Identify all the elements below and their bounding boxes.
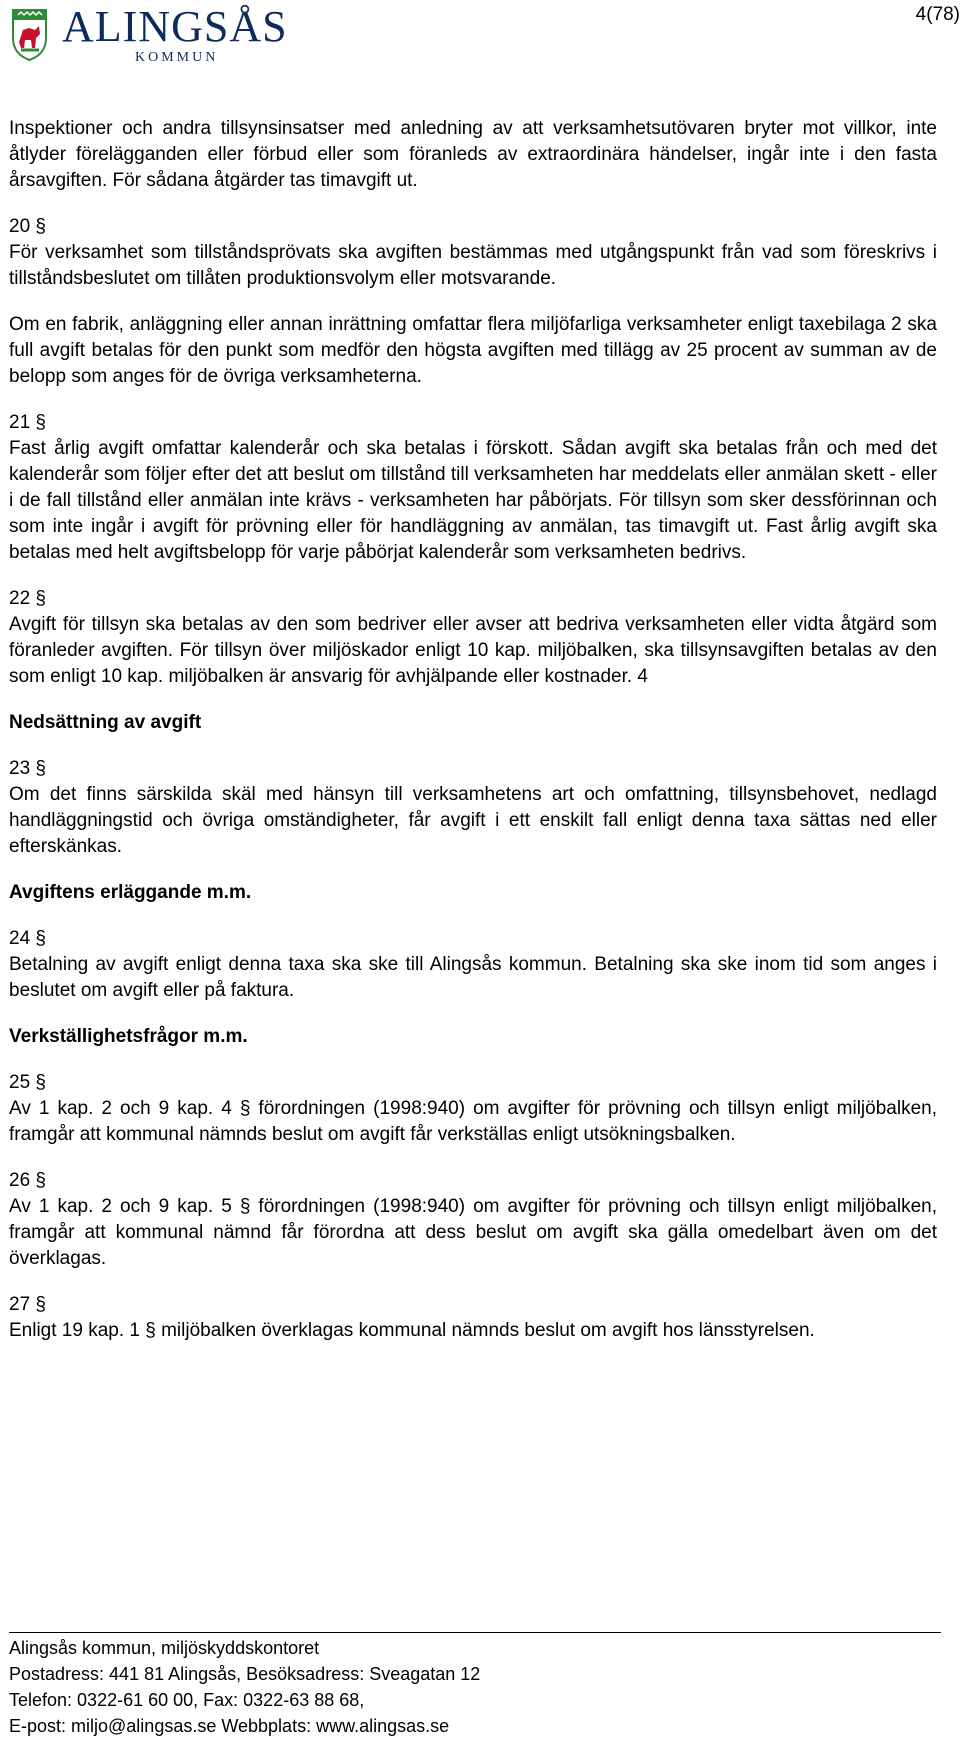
section-20-text: För verksamhet som tillståndsprövats ska avgiften bestämmas med utgångspunkt från vad som föreskrivs i tillståndsbeslutet om tillåten produktionsvolym eller motsvarande. xyxy=(9,242,937,289)
logo-subtitle: KOMMUN xyxy=(135,50,219,65)
section-25 xyxy=(9,1070,937,1148)
section-21-text: Fast årlig avgift omfattar kalenderår och ska betalas i förskott. Sådan avgift ska betalas från och med det kalenderår som följer efter det att beslut om tillstånd till verksamheten har meddelats eller anmälan skett - eller i de fall tillstånd eller anmälan inte krävs - verksamheten har påbörjats. För tillsyn som sker dessförinnan och som inte ingår i avgift för prövning eller för handläggning av anmälan, tas timavgift ut. Fast årlig avgift ska betalas med helt avgiftsbelopp för varje påbörjat kalenderår som verksamheten bedrivs. xyxy=(9,438,937,563)
section-27-number: 27 § xyxy=(9,1294,46,1315)
section-23 xyxy=(9,756,937,860)
heading-payment: Avgiftens erläggande m.m. xyxy=(9,882,252,903)
section-20-number: 20 § xyxy=(9,216,46,237)
section-23-number: 23 § xyxy=(9,758,46,779)
logo-name: ALINGSÅS xyxy=(62,2,288,51)
section-26-number: 26 § xyxy=(9,1170,46,1191)
section-21-number: 21 § xyxy=(9,412,46,433)
section-24-text: Betalning av avgift enligt denna taxa ska ske till Alingsås kommun. Betalning ska ske inom tid som anges i beslutet om avgift eller på faktura. xyxy=(9,954,937,1001)
section-20 xyxy=(9,214,937,292)
document-body xyxy=(9,116,937,1364)
heading-enforcement: Verkställighetsfrågor m.m. xyxy=(9,1026,248,1047)
footer-address: Postadress: 441 81 Alingsås, Besöksadress: Sveagatan 12 xyxy=(9,1664,481,1684)
alingsas-logo xyxy=(9,2,288,66)
section-26-text: Av 1 kap. 2 och 9 kap. 5 § förordningen (1998:940) om avgifter för prövning och tillsyn enligt miljöbalken, framgår att kommunal nämnd får förordna att dess beslut om avgift ska gälla omedelbart även om det överklagas. xyxy=(9,1196,937,1269)
section-22-number: 22 § xyxy=(9,588,46,609)
coat-of-arms-icon xyxy=(9,4,50,62)
section-25-text: Av 1 kap. 2 och 9 kap. 4 § förordningen (1998:940) om avgifter för prövning och tillsyn enligt miljöbalken, framgår att kommunal nämnds beslut om avgift får verkställas enligt utsökningsbalken. xyxy=(9,1098,937,1145)
section-25-number: 25 § xyxy=(9,1072,46,1093)
footer-contact: E-post: miljo@alingsas.se Webbplats: www.alingsas.se xyxy=(9,1716,450,1736)
footer-phone: Telefon: 0322-61 60 00, Fax: 0322-63 88 68, xyxy=(9,1690,365,1710)
section-27 xyxy=(9,1292,937,1344)
section-27-text: Enligt 19 kap. 1 § miljöbalken överklagas kommunal nämnds beslut om avgift hos länsstyrelsen. xyxy=(9,1320,815,1341)
section-22-text: Avgift för tillsyn ska betalas av den som bedriver eller avser att bedriva verksamheten eller vidta åtgärd som föranleder avgiften. För tillsyn över miljöskador enligt 10 kap. miljöbalken, ska tillsynsavgiften betalas av den som enligt 10 kap. miljöbalken är ansvarig för avhjälpande eller kostnader. 4 xyxy=(9,614,937,687)
section-26 xyxy=(9,1168,937,1272)
section-24-number: 24 § xyxy=(9,928,46,949)
paragraph-intro: Inspektioner och andra tillsynsinsatser med anledning av att verksamhetsutövaren bryter mot villkor, inte åtlyder förelägganden eller förbud eller som föranleds av extraordinära händelser, ingår inte i den fasta årsavgiften. För sådana åtgärder tas timavgift ut. xyxy=(9,118,937,191)
section-21 xyxy=(9,410,937,566)
section-23-text: Om det finns särskilda skäl med hänsyn till verksamhetens art och omfattning, tillsynsbehovet, nedlagd handläggningstid och övriga omständigheter, får avgift i ett enskilt fall enligt denna taxa sättas ned eller efterskänkas. xyxy=(9,784,937,857)
page-number: 4(78) xyxy=(915,4,960,25)
page-footer xyxy=(9,1632,941,1739)
footer-organisation: Alingsås kommun, miljöskyddskontoret xyxy=(9,1638,320,1658)
section-22 xyxy=(9,586,937,690)
section-20-paragraph-2: Om en fabrik, anläggning eller annan inrättning omfattar flera miljöfarliga verksamheter enligt taxebilaga 2 ska full avgift betalas för den punkt som medför den högsta avgiften med tillägg av 25 procent av summan av de belopp som anges för de övriga verksamheterna. xyxy=(9,314,937,387)
section-24 xyxy=(9,926,937,1004)
heading-reduction: Nedsättning av avgift xyxy=(9,712,202,733)
